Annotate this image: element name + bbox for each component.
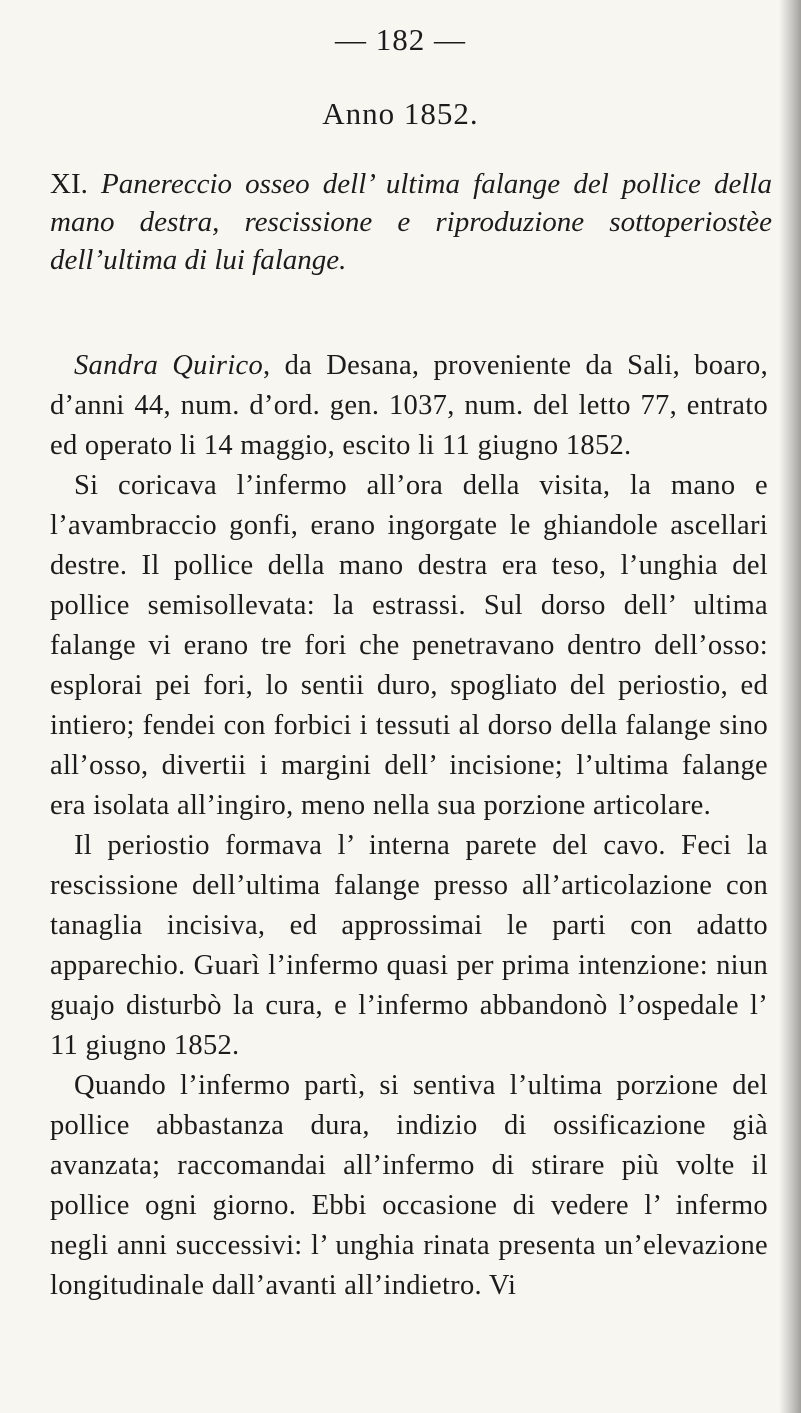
- page-number: — 182 —: [335, 22, 466, 57]
- case-body: [50, 346, 768, 1306]
- case-title-text: Panereccio osseo dell’ ultima falange del pollice della mano destra, rescissione e riproduzione sottoperiostèe dell’ultima di lui falange.: [50, 168, 772, 276]
- page-edge-shadow: [779, 0, 801, 1413]
- patient-name: Sandra Quirico: [74, 350, 264, 381]
- paragraph: Quando l’infermo partì, si sentiva l’ultima porzione del pollice abbastanza dura, indizio di ossificazione già avanzata; raccomandai all’infermo di stirare più volte il pollice ogni giorno. Ebbi occasione di vedere l’ infermo negli anni successivi: l’ unghia rinata presenta un’elevazione longitudinale dall’avanti all’indietro. Vi: [50, 1070, 768, 1301]
- case-title: [50, 165, 772, 279]
- patient-details: , da Desana, proveniente da Sali, boaro, d’anni 44, num. d’ord. gen. 1037, num. del letto 77, entrato ed operato li 14 maggio, escito li 11 giugno 1852.: [50, 350, 768, 461]
- paragraph: Il periostio formava l’ interna parete del cavo. Feci la rescissione dell’ultima falange presso all’articolazione con tanaglia incisiva, ed approssimai le parti con adatto apparechio. Guarì l’infermo quasi per prima intenzione: niun guajo disturbò la cura, e l’infermo abbandonò l’ospedale l’ 11 giugno 1852.: [50, 830, 768, 1061]
- case-number: XI.: [50, 168, 88, 200]
- year-heading: Anno 1852.: [322, 96, 479, 131]
- paragraph: Si coricava l’infermo all’ora della visita, la mano e l’avambraccio gonfi, erano ingorgate le ghiandole ascellari destre. Il pollice della mano destra era teso, l’unghia del pollice semisollevata: la estrassi. Sul dorso dell’ ultima falange vi erano tre fori che penetravano dentro dell’osso: esplorai pei fori, lo sentii duro, spogliato del periostio, ed intiero; fendei con forbici i tessuti al dorso della falange sino all’osso, divertii i margini dell’ incisione; l’ultima falange era isolata all’ingiro, meno nella sua porzione articolare.: [50, 470, 768, 821]
- case-intro-paragraph: [50, 346, 768, 466]
